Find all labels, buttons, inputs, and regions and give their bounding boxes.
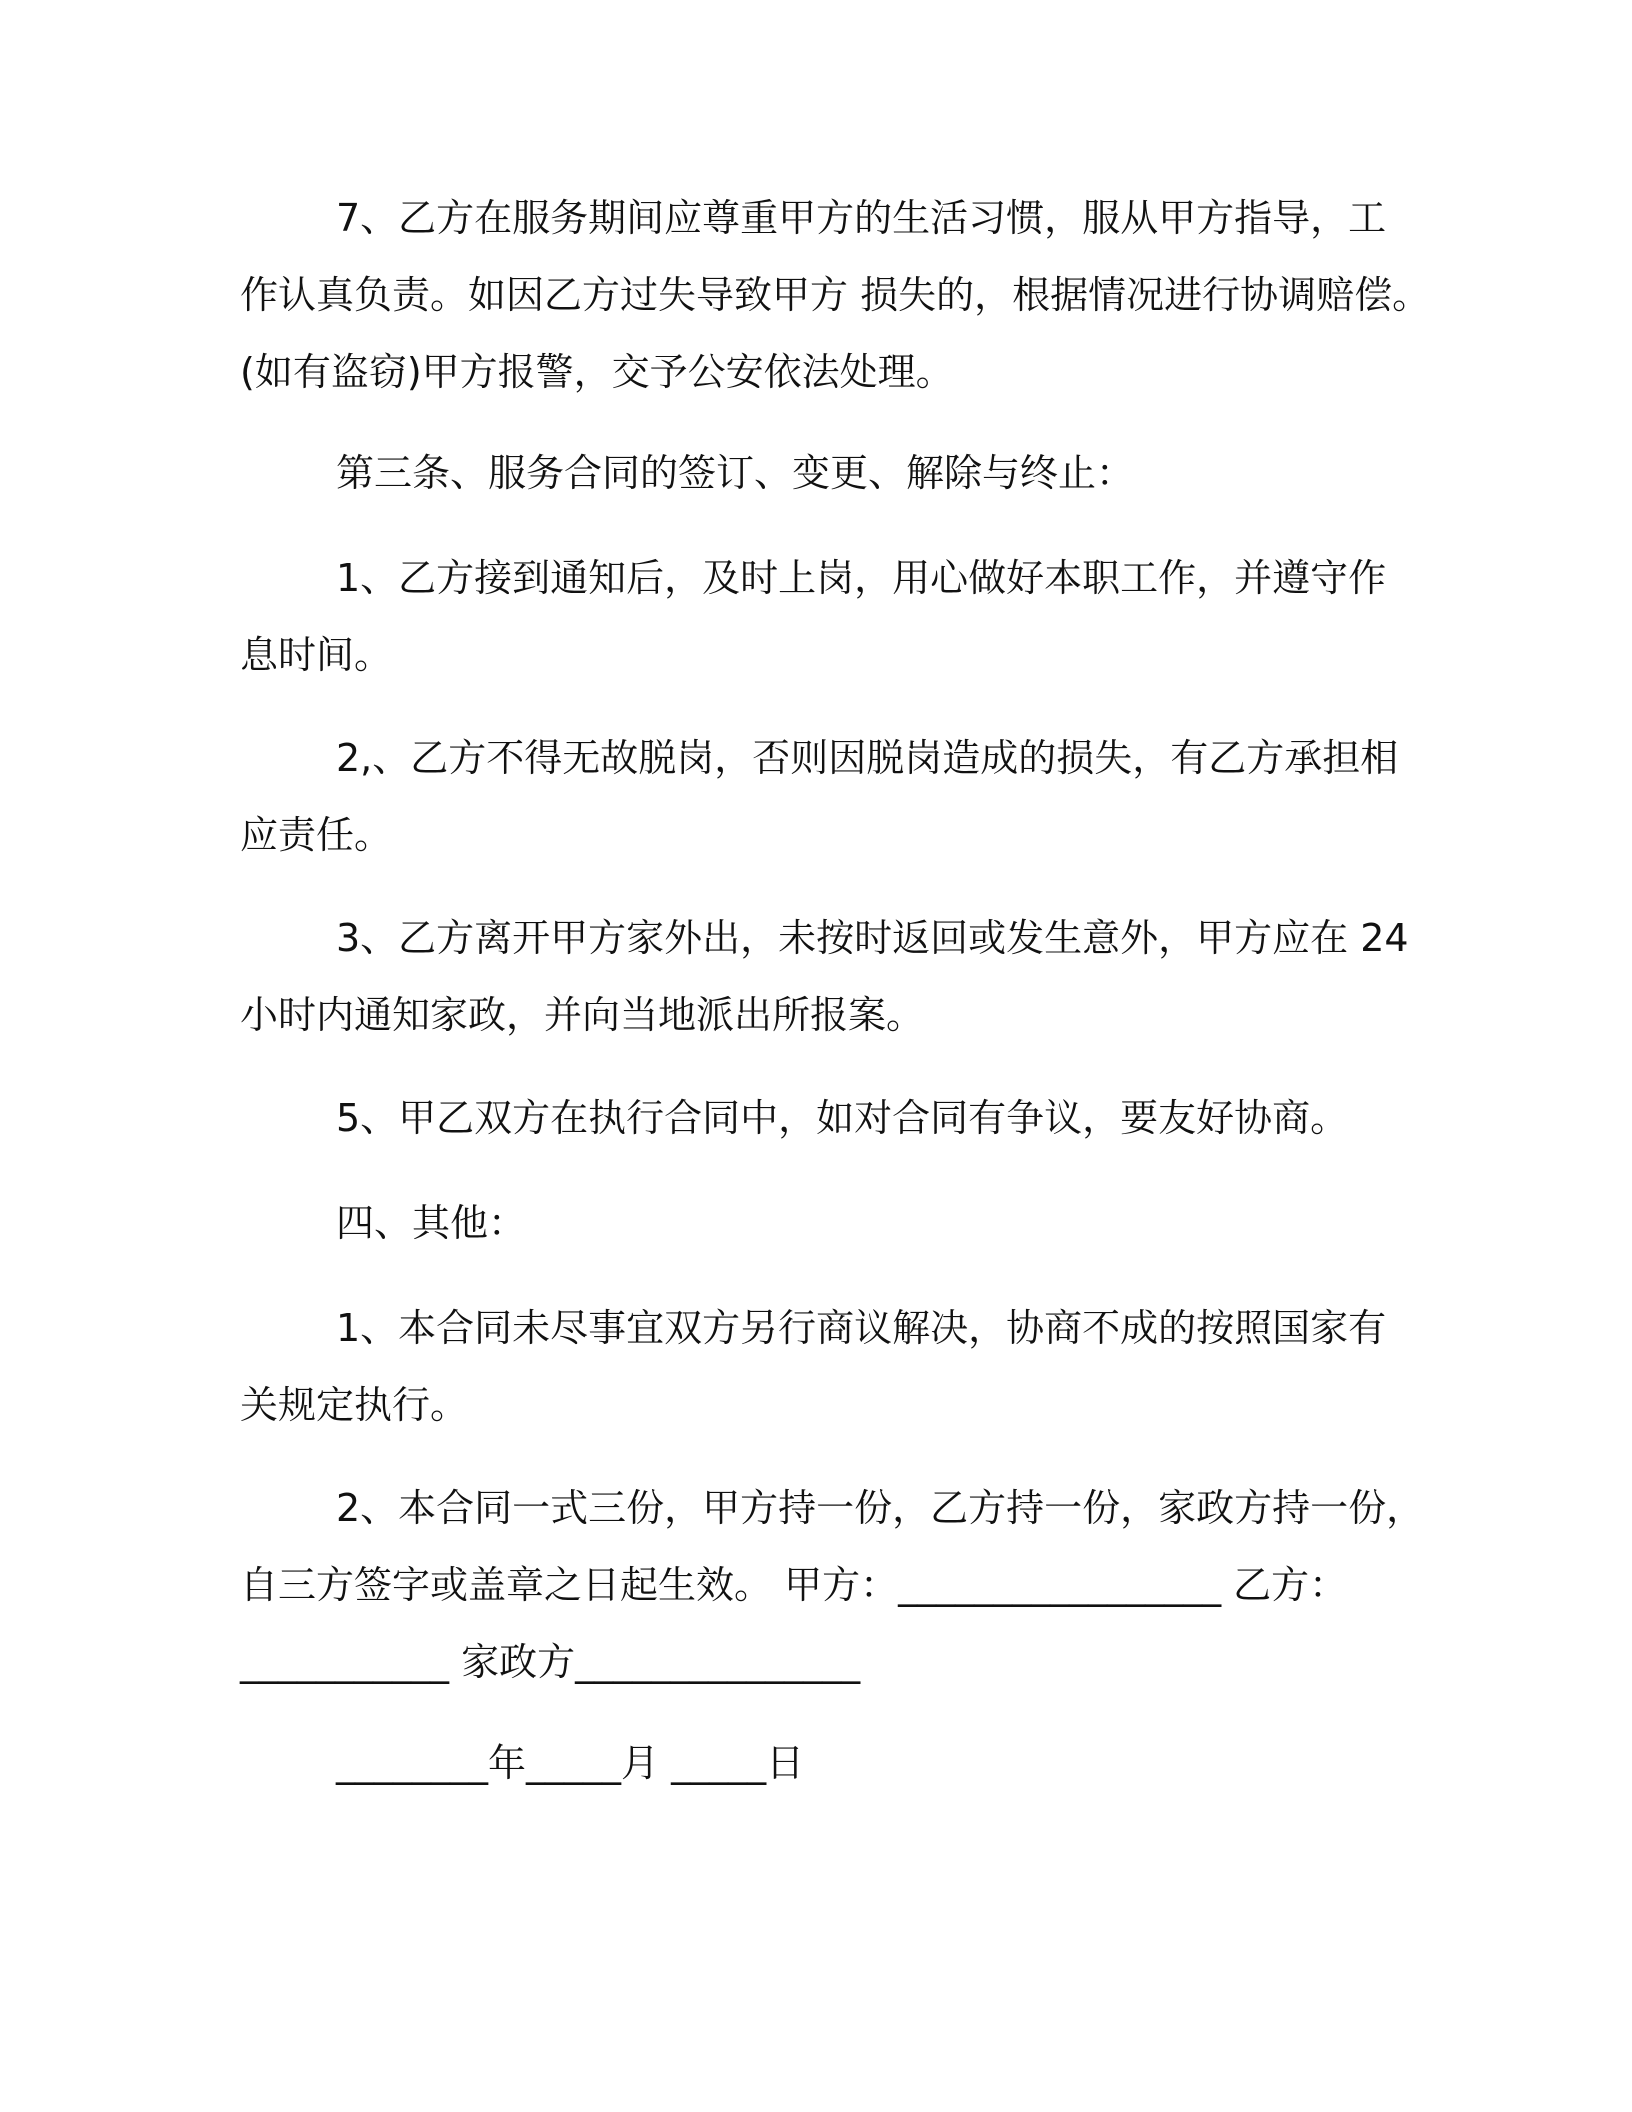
paragraph-line: (如有盗窃)甲方报警，交予公安依法处理。 <box>240 350 954 394</box>
paragraph-line: 自三方签字或盖章之日起生效。 甲方：_________________ 乙方： <box>240 1563 1348 1607</box>
paragraph-line: 应责任。 <box>240 813 393 857</box>
paragraph-line: 作认真负责。如因乙方过失导致甲方 损失的，根据情况进行协调赔偿。 <box>240 273 1431 317</box>
paragraph-line: 5、甲乙双方在执行合同中，如对合同有争议，要友好协商。 <box>336 1096 1349 1140</box>
clause-2-paragraph <box>240 720 1400 874</box>
paragraph-line: 关规定执行。 <box>240 1383 469 1427</box>
clause-1-paragraph <box>240 540 1400 694</box>
paragraph-line: 1、乙方接到通知后，及时上岗，用心做好本职工作，并遵守作 <box>336 556 1387 600</box>
paragraph-line: 2,、乙方不得无故脱岗，否则因脱岗造成的损失，有乙方承担相 <box>336 736 1399 780</box>
clause-5-paragraph <box>240 1080 1400 1157</box>
paragraph-line: 息时间。 <box>240 633 393 677</box>
clause-7-paragraph <box>240 180 1431 411</box>
article-3-heading <box>240 435 1400 512</box>
section-4-heading <box>240 1185 1400 1262</box>
paragraph-line: 7、乙方在服务期间应尊重甲方的生活习惯，服从甲方指导，工 <box>336 196 1387 240</box>
paragraph-line: 第三条、服务合同的签订、变更、解除与终止： <box>336 451 1135 495</box>
paragraph-line: 1、本合同未尽事宜双方另行商议解决，协商不成的按照国家有 <box>336 1306 1387 1350</box>
clause-3-paragraph <box>240 900 1409 1054</box>
paragraph-line: 四、其他： <box>336 1201 527 1245</box>
other-clause-2-signature-paragraph <box>240 1470 1425 1701</box>
date-line <box>240 1725 1400 1802</box>
paragraph-line: 2、本合同一式三份，甲方持一份，乙方持一份，家政方持一份， <box>336 1486 1425 1530</box>
paragraph-line: ___________ 家政方_______________ <box>240 1640 861 1684</box>
paragraph-line: 3、乙方离开甲方家外出，未按时返回或发生意外，甲方应在 24 <box>336 916 1409 960</box>
paragraph-line: 小时内通知家政，并向当地派出所报案。 <box>240 993 925 1037</box>
other-clause-1-paragraph <box>240 1290 1400 1444</box>
paragraph-line: ________年_____月 _____日 <box>336 1741 805 1785</box>
